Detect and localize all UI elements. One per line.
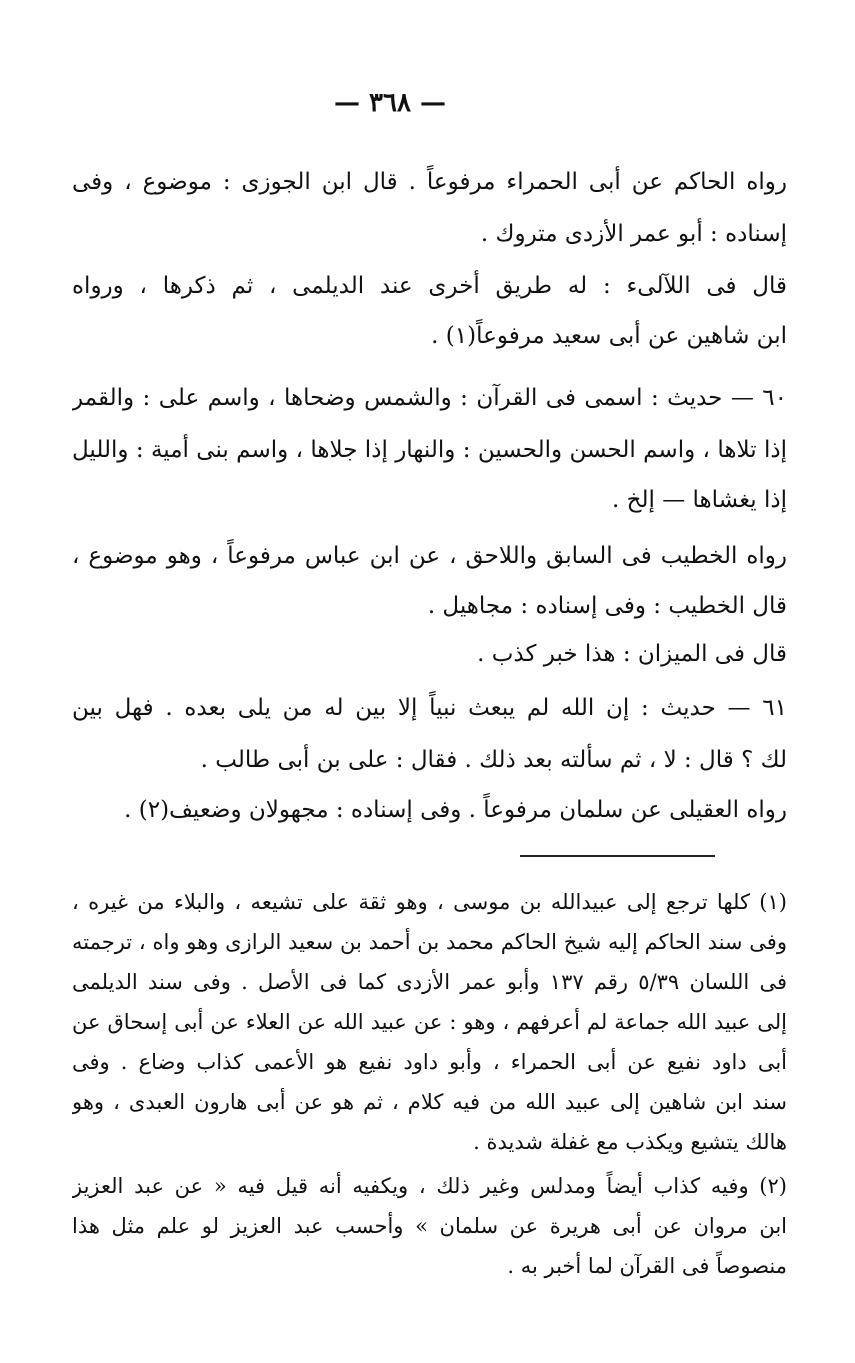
- hadith-61-line-1: ٦١ — حديث : إن الله لم يبعث نبياً إلا بين له من يلى بعده . فهل بين: [72, 695, 787, 721]
- footnote-separator: [520, 855, 715, 857]
- hadith-60-line-3: إذا يغشاها — إلخ .: [612, 487, 787, 513]
- body-line-4: ابن شاهين عن أبى سعيد مرفوعاً(١) .: [431, 323, 787, 349]
- body-line-8: رواه الخطيب فى السابق واللاحق ، عن ابن عباس مرفوعاً ، وهو موضوع ،: [72, 543, 787, 569]
- footnote-2-line-1: (٢) وفيه كذاب أيضاً ومدلس وغير ذلك ، ويكفيه أنه قيل فيه « عن عبد العزيز: [72, 1174, 787, 1198]
- body-line-1: رواه الحاكم عن أبى الحمراء مرفوعاً . قال ابن الجوزى : موضوع ، وفى: [72, 169, 787, 195]
- body-line-10: قال فى الميزان : هذا خبر كذب .: [477, 641, 787, 667]
- footnote-1-line-3: فى اللسان ٥/٣٩ رقم ١٣٧ وأبو عمر الأزدى كما فى الأصل . وفى سند الديلمى: [72, 970, 787, 994]
- body-line-13: رواه العقيلى عن سلمان مرفوعاً . وفى إسناده : مجهولان وضعيف(٢) .: [124, 797, 787, 823]
- body-line-2: إسناده : أبو عمر الأزدى متروك .: [480, 221, 787, 247]
- footnote-1-line-5: أبى داود نفيع عن أبى الحمراء ، وأبو داود نفيع هو الأعمى كذاب وضاع . وفى: [72, 1050, 787, 1074]
- body-line-9: قال الخطيب : وفى إسناده : مجاهيل .: [427, 593, 787, 619]
- hadith-60-line-2: إذا تلاها ، واسم الحسن والحسين : والنهار إذا جلاها ، واسم بنى أمية : والليل: [72, 437, 787, 463]
- footnote-1-line-1: (١) كلها ترجع إلى عبيدالله بن موسى ، وهو ثقة على تشيعه ، والبلاء من غيره ،: [72, 890, 787, 914]
- footnote-1-line-7: هالك يتشيع ويكذب مع غفلة شديدة .: [473, 1130, 787, 1154]
- hadith-61-line-2: لك ؟ قال : لا ، ثم سألته بعد ذلك . فقال : على بن أبى طالب .: [200, 747, 787, 773]
- footnote-1-line-6: سند ابن شاهين إلى عبيد الله من فيه كلام ، ثم هو عن أبى هارون العبدى ، وهو: [72, 1090, 787, 1114]
- footnote-1-line-2: وفى سند الحاكم إليه شيخ الحاكم محمد بن أحمد بن سعيد الرازى وهو واه ، ترجمته: [72, 930, 787, 954]
- footnote-2-line-2: ابن مروان عن أبى هريرة عن سلمان » وأحسب عبد العزيز لو علم مثل هذا: [72, 1214, 787, 1238]
- footnote-1-line-4: إلى عبيد الله جماعة لم أعرفهم ، وهو : عن عبيد الله عن العلاء عن أبى إسحاق عن: [72, 1010, 787, 1034]
- body-line-3: قال فى اللآلىء : له طريق أخرى عند الديلمى ، ثم ذكرها ، ورواه: [72, 273, 787, 299]
- hadith-60-line-1: ٦٠ — حديث : اسمى فى القرآن : والشمس وضحاها ، واسم على : والقمر: [72, 385, 787, 411]
- footnote-2-line-3: منصوصاً فى القرآن لما أخبر به .: [507, 1254, 787, 1278]
- page-number: — ٣٦٨ —: [333, 88, 447, 118]
